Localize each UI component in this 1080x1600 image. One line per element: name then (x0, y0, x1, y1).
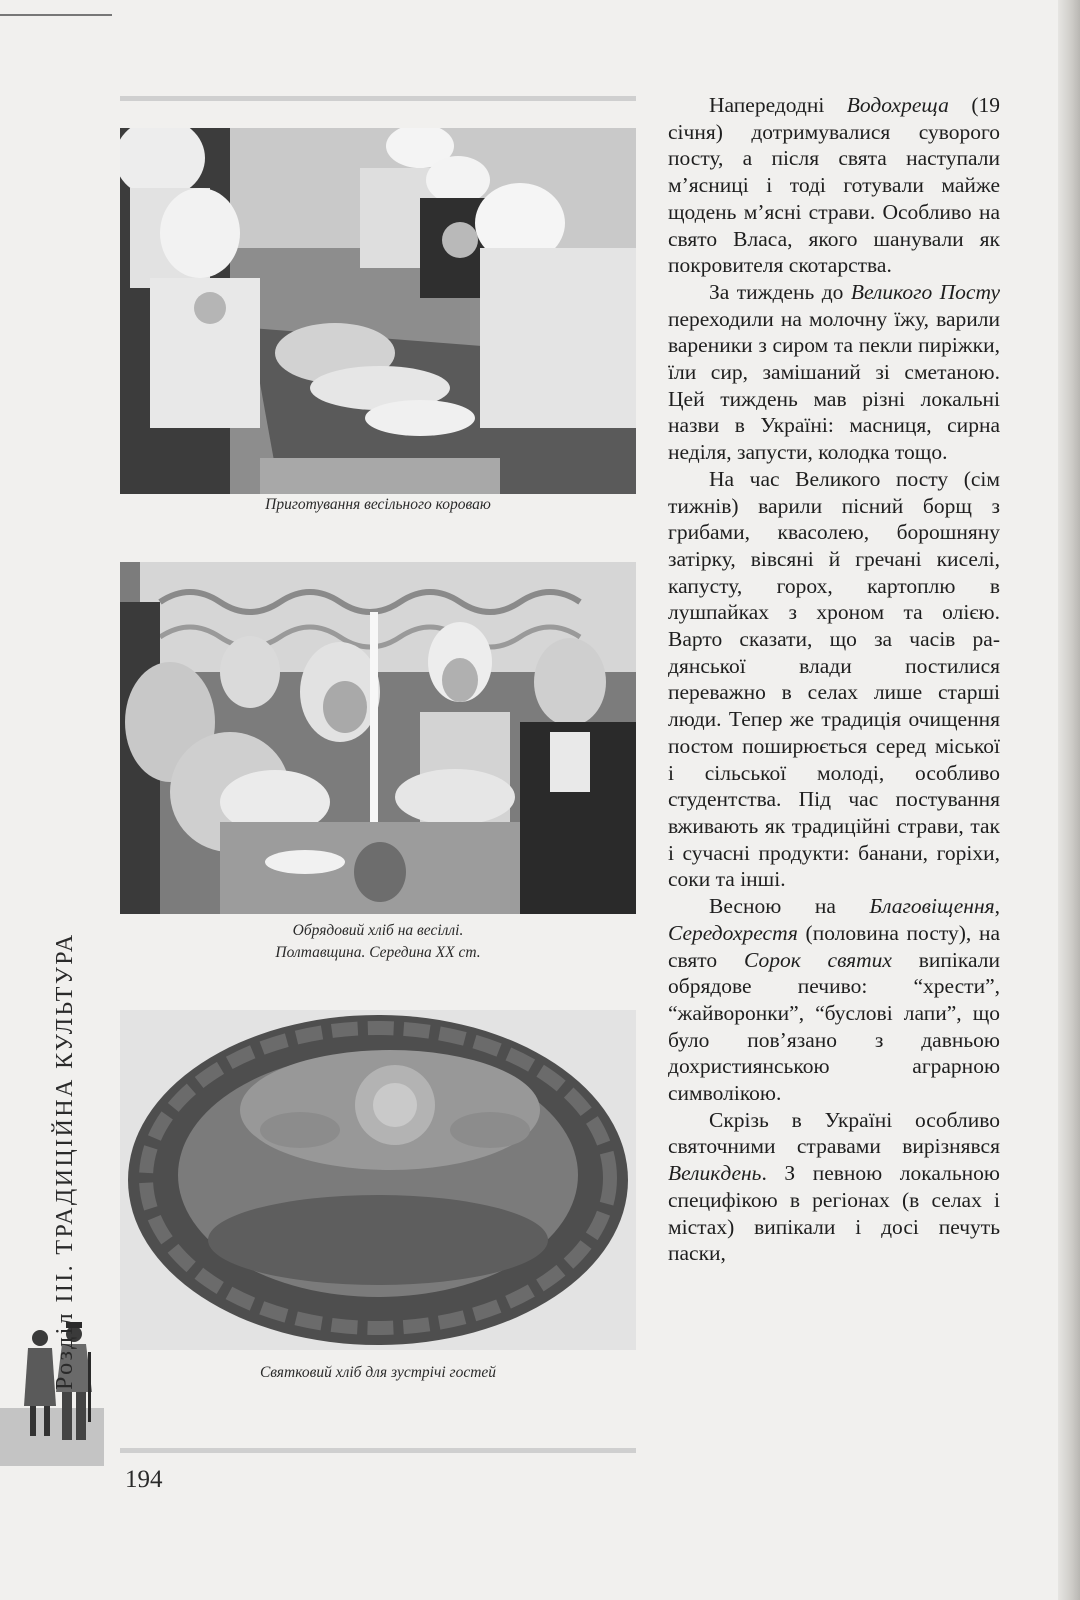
text-run: Весною на (709, 894, 870, 919)
caption-line: Обрядовий хліб на весіллі. (292, 922, 464, 939)
text-run-italic: Великого Посту (850, 279, 1000, 304)
text-run: (половина посту), на свято (668, 920, 1000, 972)
photo-wedding-bread (120, 562, 636, 914)
page-edge (1058, 0, 1080, 1600)
caption-photo-3 (120, 1362, 636, 1384)
paragraph (668, 279, 1000, 466)
photo-festive-bread (120, 1010, 636, 1350)
page-number: 194 (125, 1466, 163, 1493)
section-side-title: Розділ ІІІ. ТРАДИЦІЙНА КУЛЬТУРА (52, 932, 78, 1390)
text-run-italic: Великдень (668, 1161, 762, 1186)
text-run: Скрізь в Україні особливо святочними стравами вирізнявся (668, 1107, 1000, 1159)
text-run: За тиждень до (709, 279, 851, 304)
text-run: . З певною локальною специфікою в регіонах (в селах і містах) випікали і досі печуть паски, (668, 1161, 1000, 1266)
text-run: Напередодні (709, 93, 847, 117)
caption-line: Святковий хліб для зустрічі гостей (259, 1364, 497, 1381)
paragraph (668, 92, 1000, 279)
bottom-band (120, 1448, 636, 1453)
caption-line: Полтавщина. Середина ХХ ст. (275, 944, 481, 961)
text-run-italic: Водохреща (846, 93, 949, 117)
caption-line: Приготування весільного короваю (265, 496, 491, 513)
text-run-italic: Сорок святих (743, 947, 892, 972)
paragraph (668, 466, 1000, 893)
caption-photo-2 (120, 920, 636, 964)
text-run: випікали обрядове печиво: “хрести”, “жайворонки”, “буслові лапи”, що було пов’язано з давньою дохристиянською аграрною символікою. (668, 947, 1000, 1106)
text-run: , (994, 894, 1000, 919)
text-run: (19 січня) дотримувалися суворого посту, а після свята наступали м’ясниці і тоді готували майже щодень м’ясні страви. Особливо на свято Власа, якого шанували як покровителя скотарства. (668, 93, 1000, 278)
body-text-column (668, 92, 1000, 1267)
paragraph (668, 893, 1000, 1107)
text-run-italic: Середохрестя (668, 920, 798, 945)
photo-korovai-preparation (120, 128, 636, 494)
text-run: На час Великого посту (сім тижнів) варили пісний борщ з грибами, квасолею, борошняну затірку, вівсяні й гречані киселі, капусту, горох, картоплю в лушпайках з хроном та олією. Варто сказати, що за часів радянської влади постилися переважно в селах лише старші люди. Тепер же традиція очищення постом поширюється серед міської і сільської молоді, особливо студентства. Під час постування вживають як традиційні страви, так і сучасні продукти: банани, горіхи, соки та інші. (668, 466, 1000, 892)
paragraph (668, 1107, 1000, 1267)
text-run: переходили на молочну їжу, варили вареники з сиром та пекли пиріжки, їли сир, замішаний зі сметаною. Цей тиждень мав різні локальні назви в Україні: масниця, сирна неділя, запусти, колодка тощо. (668, 306, 1000, 465)
top-band (120, 96, 636, 101)
text-run-italic: Благовіщення (869, 894, 995, 919)
caption-photo-1 (120, 494, 636, 516)
top-rule (0, 14, 112, 16)
